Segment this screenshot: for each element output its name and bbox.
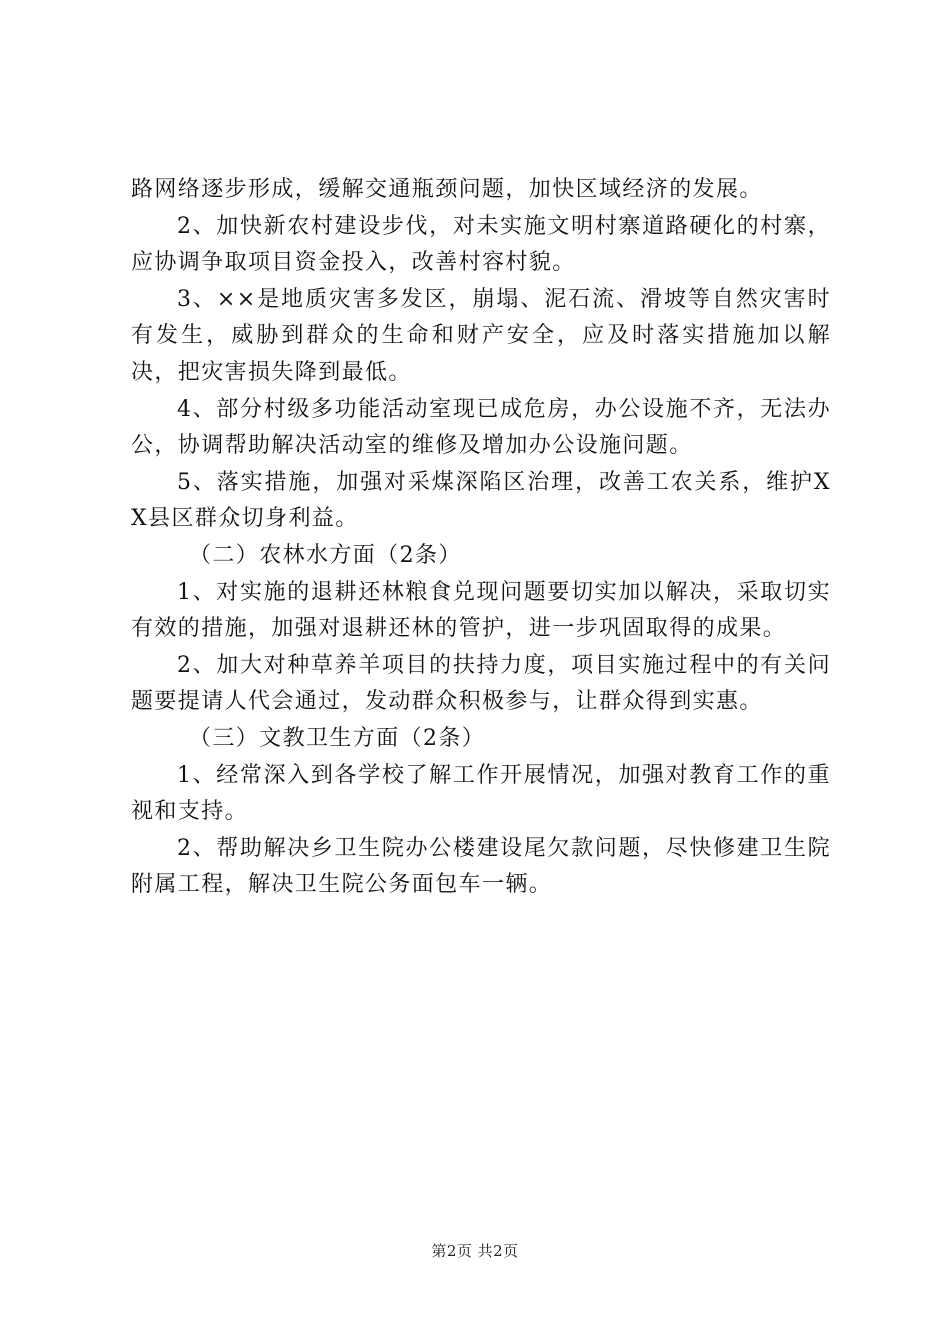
paragraph-road-network: 路网络逐步形成，缓解交通瓶颈问题，加快区域经济的发展。: [131, 177, 763, 202]
paragraph-item-5: 5、落实措施，加强对采煤深陷区治理，改善工农关系，维护XX县区群众切身利益。: [131, 469, 831, 532]
paragraph-item-4: 4、部分村级多功能活动室现已成危房，办公设施不齐，无法办公，协调帮助解决活动室的维修及增加办公设施问题。: [131, 396, 831, 459]
section-heading-agriculture: （二）农林水方面（2条）: [189, 542, 462, 568]
page-footer: [0, 1240, 950, 1261]
paragraph-agri-1: 1、对实施的退耕还林粮食兑现问题要切实加以解决，采取切实有效的措施，加强对退耕还林的管护，进一步巩固取得的成果。: [131, 579, 831, 642]
paragraph-edu-1: 1、经常深入到各学校了解工作开展情况，加强对教育工作的重视和支持。: [131, 762, 831, 825]
paragraph-item-2: 2、加快新农村建设步伐，对未实施文明村寨道路硬化的村寨，应协调争取项目资金投入，改善村容村貌。: [131, 213, 831, 276]
paragraph-agri-2: 2、加大对种草养羊项目的扶持力度，项目实施过程中的有关问题要提请人代会通过，发动群众积极参与，让群众得到实惠。: [131, 652, 831, 715]
paragraph-item-3: 3、××是地质灾害多发区，崩塌、泥石流、滑坡等自然灾害时有发生，威胁到群众的生命和财产安全，应及时落实措施加以解决，把灾害损失降到最低。: [131, 286, 831, 385]
page-number-label: 第2页 共2页: [431, 1242, 519, 1260]
document-body: [131, 172, 831, 904]
paragraph-edu-2: 2、帮助解决乡卫生院办公楼建设尾欠款问题，尽快修建卫生院附属工程，解决卫生院公务面包车一辆。: [131, 835, 831, 898]
section-heading-education-health: （三）文教卫生方面（2条）: [189, 725, 486, 751]
